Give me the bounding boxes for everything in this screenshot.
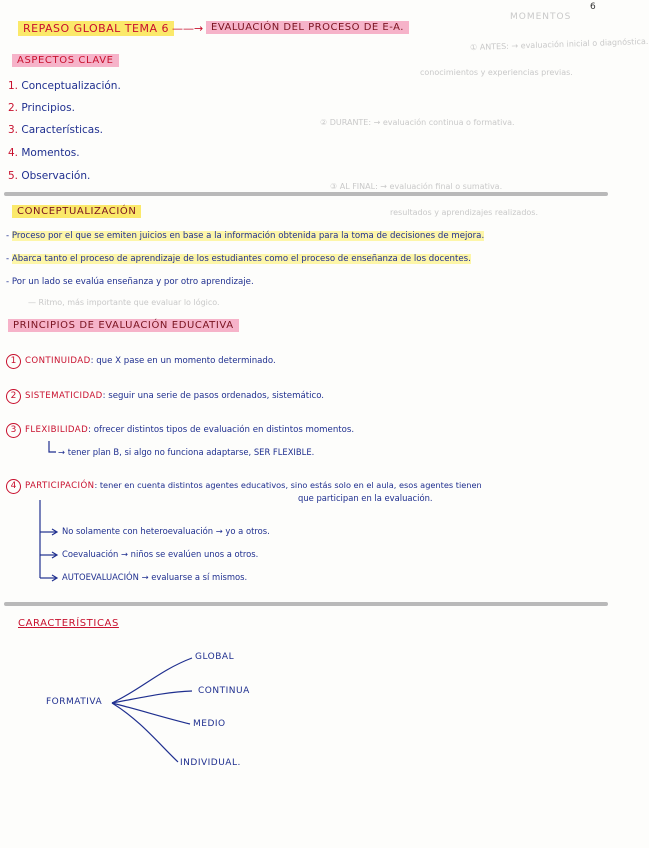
participacion-branch: Coevaluación → niños se evalúen unos a otros. — [62, 549, 259, 559]
list-number: 1. — [8, 80, 19, 92]
bleed-through-line: ② DURANTE: → evaluación continua o formativa. — [320, 118, 515, 127]
principio-term: FLEXIBILIDAD — [25, 425, 89, 435]
principios-heading-text: PRINCIPIOS DE EVALUACIÓN EDUCATIVA — [8, 319, 239, 332]
concept-text: Proceso por el que se emiten juicios en base a la información obtenida para la toma de decisiones de mejora. — [11, 231, 485, 241]
section-heading-caracteristicas: CARACTERÍSTICAS — [18, 618, 119, 629]
principio-text: : seguir una serie de pasos ordenados, sistemático. — [102, 391, 325, 401]
list-label: Características. — [21, 124, 103, 136]
principio-text: : ofrecer distintos tipos de evaluación en distintos momentos. — [88, 425, 355, 435]
list-label: Observación. — [21, 170, 91, 182]
aspectos-heading-text: ASPECTOS CLAVE — [12, 54, 119, 67]
list-label: Conceptualización. — [21, 80, 121, 92]
header-subtitle-text: EVALUACIÓN DEL PROCESO DE E-A. — [206, 21, 409, 34]
principio-number: 2 — [6, 389, 21, 404]
bleed-through-line: ① ANTES: → evaluación inicial o diagnóstica. — [469, 36, 649, 53]
bleed-through-line: — Ritmo, más importante que evaluar lo lógico. — [28, 298, 220, 307]
sub-arrow: → — [58, 447, 68, 457]
tree-leaf: GLOBAL — [195, 652, 235, 662]
tree-leaf: MEDIO — [193, 719, 226, 729]
bleed-through-line: conocimientos y experiencias previas. — [420, 68, 573, 77]
principio-number: 1 — [6, 354, 21, 369]
header-arrow: ——→ — [172, 22, 204, 35]
bullet: - — [6, 277, 10, 287]
page-number: 6 — [590, 2, 596, 12]
header-title-text: REPASO GLOBAL TEMA 6 — [18, 21, 174, 36]
principio-term: CONTINUIDAD — [25, 356, 91, 366]
principio-number: 3 — [6, 423, 21, 438]
list-number: 2. — [8, 102, 19, 114]
bullet: - — [6, 231, 10, 241]
principio-text: : tener en cuenta distintos agentes educativos, sino estás solo en el aula, esos agentes tienen — [94, 480, 482, 490]
tree-leaf: INDIVIDUAL. — [180, 758, 241, 768]
bullet: - — [6, 254, 10, 264]
list-label: Principios. — [21, 102, 75, 114]
principio-text: : que X pase en un momento determinado. — [90, 356, 276, 366]
participacion-branch: AUTOEVALUACIÓN → evaluarse a sí mismos. — [62, 572, 248, 582]
principio-term: SISTEMATICIDAD — [25, 391, 103, 401]
bleed-through-line: resultados y aprendizajes realizados. — [390, 208, 539, 217]
principio-subnote-text: tener plan B, si algo no funciona adaptarse, SER FLEXIBLE. — [67, 447, 315, 457]
bleed-through-heading: MOMENTOS — [510, 12, 572, 22]
tree-root: FORMATIVA — [46, 697, 103, 707]
principio-text-continuation: que participan en la evaluación. — [298, 493, 433, 503]
list-number: 5. — [8, 170, 19, 182]
list-number: 3. — [8, 124, 19, 136]
participacion-branch: No solamente con heteroevaluación → yo a otros. — [62, 526, 270, 536]
concept-text: Por un lado se evalúa enseñanza y por otro aprendizaje. — [11, 277, 254, 287]
list-number: 4. — [8, 147, 19, 159]
principio-number: 4 — [6, 479, 21, 494]
principio-term: PARTICIPACIÓN — [25, 481, 95, 491]
concept-text: Abarca tanto el proceso de aprendizaje de los estudiantes como el proceso de enseñanza de los docentes. — [11, 254, 471, 264]
conceptualizacion-heading-text: CONCEPTUALIZACIÓN — [12, 205, 141, 218]
tree-leaf: CONTINUA — [198, 686, 250, 696]
list-label: Momentos. — [21, 147, 80, 159]
bleed-through-line: ③ AL FINAL: → evaluación final o sumativa. — [330, 182, 503, 191]
